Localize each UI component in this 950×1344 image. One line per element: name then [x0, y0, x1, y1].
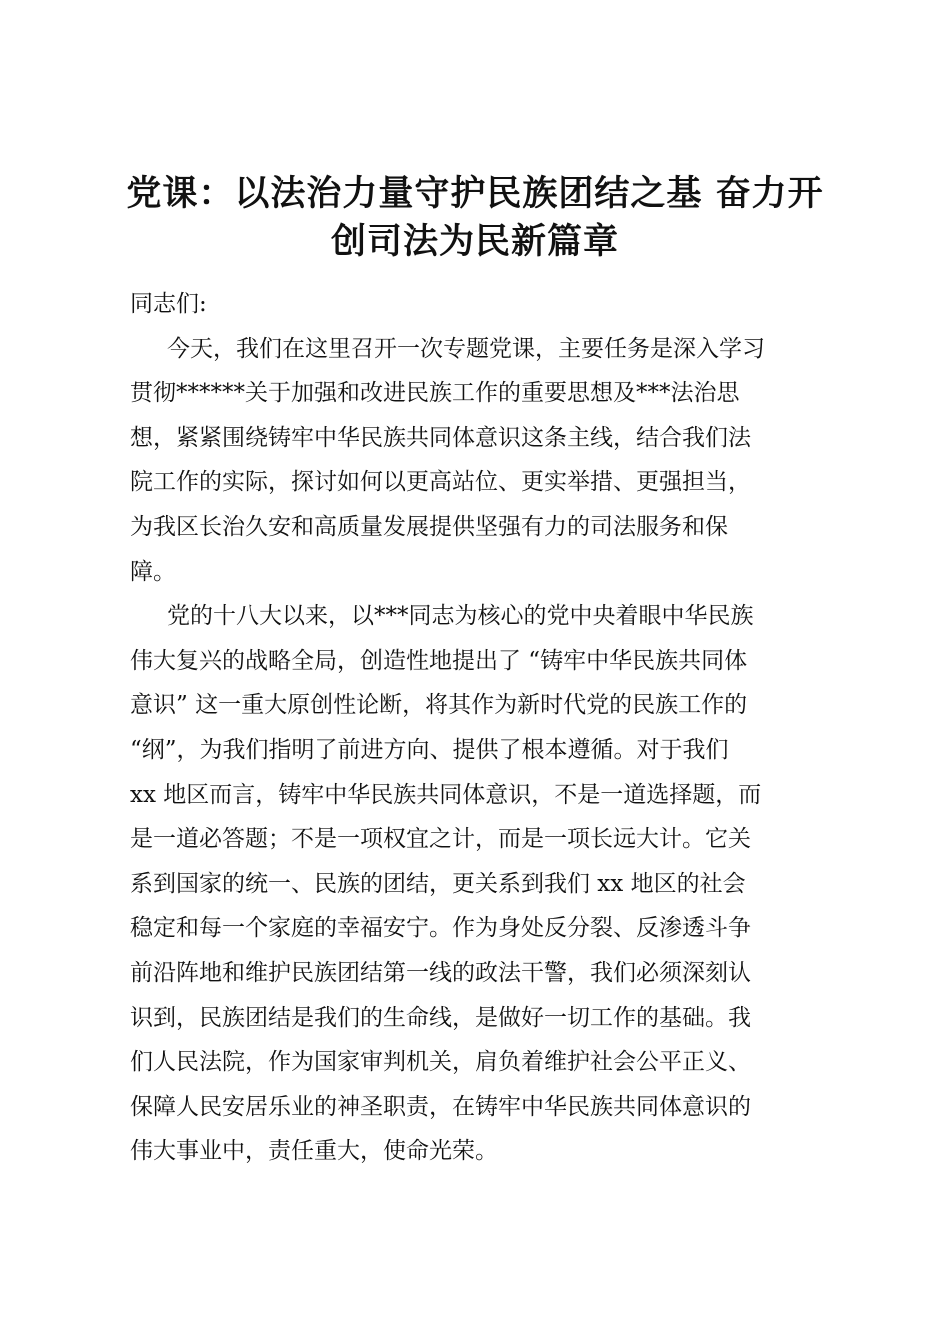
paragraph-line: 伟大复兴的战略全局，创造性地提出了 “铸牢中华民族共同体 [130, 647, 748, 674]
paragraph-line: “纲”，为我们指明了前进方向、提供了根本遵循。对于我们 [130, 736, 729, 763]
paragraph-line: 想，紧紧围绕铸牢中华民族共同体意识这条主线，结合我们法 [130, 424, 751, 451]
paragraph-line: 为我区长治久安和高质量发展提供坚强有力的司法服务和保 [130, 513, 728, 540]
paragraph-line: 是一道必答题；不是一项权宜之计，而是一项长远大计。它关 [130, 826, 751, 853]
paragraph-line: 识到，民族团结是我们的生命线，是做好一切工作的基础。我 [130, 1004, 751, 1031]
paragraph-2 [130, 594, 830, 1174]
paragraph-line: 稳定和每一个家庭的幸福安宁。作为身处反分裂、反渗透斗争 [130, 915, 751, 942]
paragraph-line: 贯彻******关于加强和改进民族工作的重要思想及***法治思 [130, 380, 740, 407]
document-title [120, 170, 830, 266]
paragraph-line: 今天，我们在这里召开一次专题党课，主要任务是深入学习 [167, 335, 765, 362]
title-line: 创司法为民新篇章 [330, 222, 619, 262]
document-body [130, 282, 830, 1174]
paragraph-line: xx 地区而言，铸牢中华民族共同体意识，不是一道选择题，而 [130, 781, 762, 808]
paragraph-line: 们人民法院，作为国家审判机关，肩负着维护社会公平正义、 [130, 1049, 751, 1076]
paragraph-line: 前沿阵地和维护民族团结第一线的政法干警，我们必须深刻认 [130, 959, 751, 986]
paragraph-line: 障。 [130, 558, 176, 585]
paragraph-line: 保障人民安居乐业的神圣职责，在铸牢中华民族共同体意识的 [130, 1093, 751, 1120]
paragraph-line: 意识” 这一重大原创性论断，将其作为新时代党的民族工作的 [130, 692, 748, 719]
salutation: 同志们: [130, 291, 207, 317]
paragraph-line: 伟大事业中，责任重大，使命光荣。 [130, 1138, 498, 1165]
title-line: 党课：以法治力量守护民族团结之基 奋力开 [126, 174, 824, 214]
paragraph-line: 院工作的实际，探讨如何以更高站位、更实举措、更强担当， [130, 469, 751, 496]
paragraph-line: 党的十八大以来，以***同志为核心的党中央着眼中华民族 [167, 603, 754, 630]
paragraph-line: 系到国家的统一、民族的团结，更关系到我们 xx 地区的社会 [130, 870, 746, 897]
paragraph-1 [130, 327, 830, 595]
